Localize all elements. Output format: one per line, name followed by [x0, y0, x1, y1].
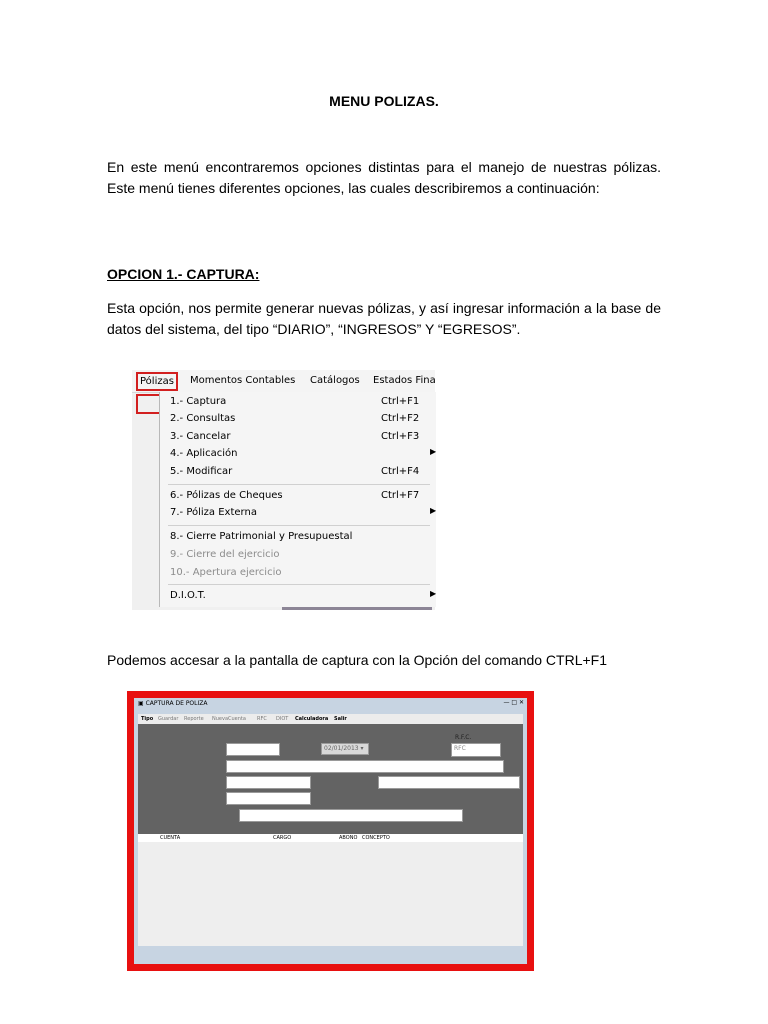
option-description: Esta opción, nos permite generar nuevas pólizas, y así ingresar información a la base de datos del sistema, del tipo “DIARIO”, “INGRESOS” Y “EGRESOS”.	[107, 300, 661, 337]
window-title: ▣ CAPTURA DE POLIZA	[138, 700, 208, 707]
menu-item-cierre-ejercicio: 9.- Cierre del ejercicio	[170, 549, 280, 560]
submenu-arrow-icon: ▶	[430, 447, 437, 456]
menu-item-cancelar[interactable]: 3.- Cancelar Ctrl+F3	[170, 431, 420, 442]
menu-catalogos[interactable]: Catálogos	[310, 375, 360, 386]
grid-col-concepto: CONCEPTO	[362, 835, 390, 841]
grid-body[interactable]	[138, 842, 523, 946]
concept-field[interactable]	[226, 760, 504, 773]
menu-diot[interactable]: DIOT	[276, 716, 289, 722]
intro-paragraph: En este menú encontraremos opciones distintas para el manejo de nuestras pólizas. Este menú tienes diferentes opciones, las cuales describiremos a continuación:	[107, 159, 661, 196]
polizas-dropdown	[159, 392, 436, 607]
rfc-label: R.F.C.	[455, 734, 472, 741]
menu-item-modificar[interactable]: 5.- Modificar Ctrl+F4	[170, 466, 420, 477]
menu-calculadora[interactable]: Calculadora	[295, 716, 329, 722]
menu-item-captura[interactable]: 1.- Captura Ctrl+F1	[170, 396, 420, 407]
menu-item-consultas[interactable]: 2.- Consultas Ctrl+F2	[170, 413, 420, 424]
access-paragraph: Podemos accesar a la pantalla de captura con la Opción del comando CTRL+F1	[107, 652, 608, 668]
menu-guardar[interactable]: Guardar	[158, 716, 179, 722]
menu-item-poliza-externa[interactable]: 7.- Póliza Externa ▶	[170, 506, 437, 518]
menu-tipo[interactable]: Tipo	[141, 716, 154, 722]
menu-polizas[interactable]: Pólizas	[136, 372, 178, 391]
rfc-field[interactable]: RFC	[451, 743, 501, 757]
app-icon: ▣	[138, 700, 144, 707]
field-b[interactable]	[378, 776, 520, 789]
window-menubar	[138, 714, 523, 724]
grid-col-abono: ABONO	[339, 835, 358, 841]
menu-rfc[interactable]: RFC	[257, 716, 267, 722]
page-title: MENU POLIZAS.	[329, 93, 439, 109]
menu-separator	[168, 525, 430, 526]
submenu-arrow-icon: ▶	[430, 589, 437, 598]
field-d[interactable]	[239, 809, 463, 822]
status-bar	[134, 952, 527, 964]
menu-reporte[interactable]: Reporte	[184, 716, 204, 722]
captura-poliza-window	[134, 698, 527, 964]
dropdown-arrow-icon: ▾	[360, 745, 364, 752]
form-area	[138, 724, 523, 834]
menu-salir[interactable]: Salir	[334, 716, 347, 722]
window-controls[interactable]: — □ ✕	[503, 699, 524, 706]
menu-separator	[168, 584, 430, 585]
menu-item-cierre-patrimonial[interactable]: 8.- Cierre Patrimonial y Presupuestal	[170, 531, 353, 542]
menu-item-polizas-cheques[interactable]: 6.- Pólizas de Cheques Ctrl+F7	[170, 490, 420, 501]
poliza-number-field[interactable]	[226, 743, 280, 756]
menu-nuevacuenta[interactable]: NuevaCuenta	[212, 716, 246, 722]
menu-momentos-contables[interactable]: Momentos Contables	[190, 375, 296, 386]
menu-item-aplicacion[interactable]: 4.- Aplicación ▶	[170, 447, 437, 459]
menu-item-diot[interactable]: D.I.O.T. ▶	[170, 589, 437, 601]
grid-col-cargo: CARGO	[273, 835, 292, 841]
menu-estados-financieros[interactable]: Estados Fina	[373, 375, 436, 386]
menu-item-apertura-ejercicio: 10.- Apertura ejercicio	[170, 567, 282, 578]
grid-col-cuenta: CUENTA	[160, 835, 181, 841]
option-heading: OPCION 1.- CAPTURA:	[107, 266, 260, 282]
date-field[interactable]: 02/01/2013 ▾	[321, 743, 369, 755]
menu-screenshot	[132, 370, 435, 610]
submenu-arrow-icon: ▶	[430, 506, 437, 515]
field-a[interactable]	[226, 776, 311, 789]
menu-separator	[168, 484, 430, 485]
menu-bar	[132, 370, 435, 393]
field-c[interactable]	[226, 792, 311, 805]
